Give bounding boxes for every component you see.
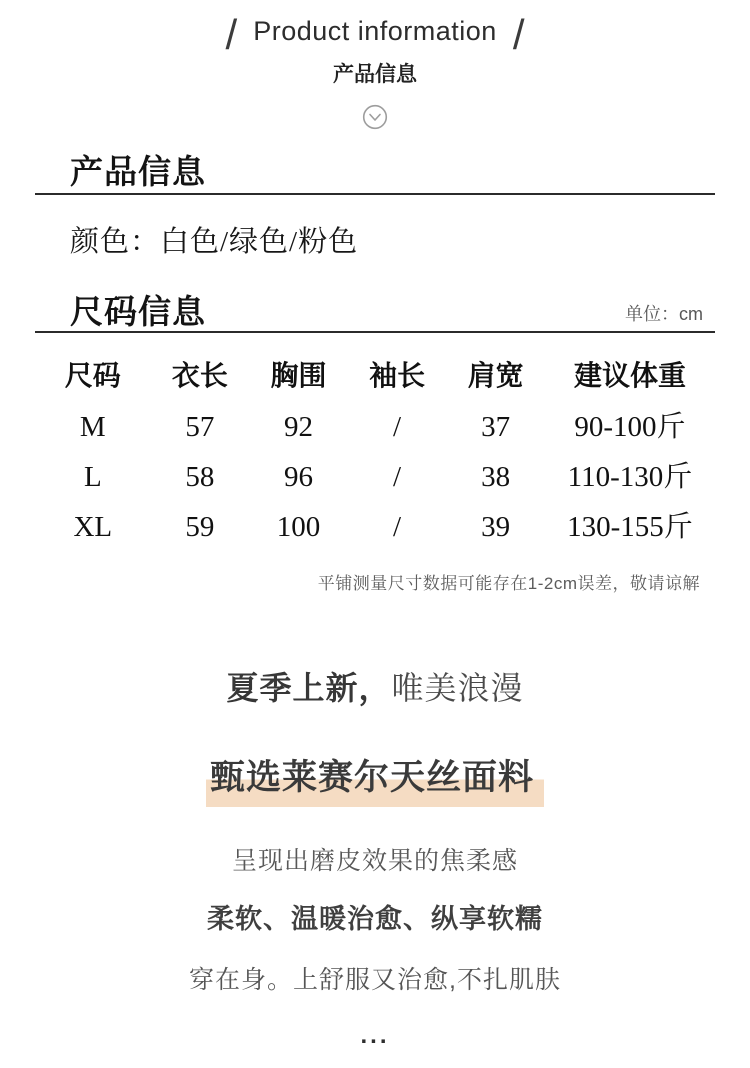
table-header-weight: 建议体重 (573, 361, 686, 392)
unit-label: 单位：cm (625, 304, 703, 324)
promo-softness-line: 柔软、温暖治愈、纵享软糯 (207, 904, 543, 934)
promo-headline (0, 663, 750, 709)
promo-comfort-line: 穿在身。上舒服又治愈,不扎肌肤 (189, 966, 561, 994)
table-cell: XL (73, 510, 113, 543)
table-cell: 57 (185, 410, 215, 443)
chevron-down-circle-icon (0, 104, 750, 130)
table-cell: 110-130斤 (567, 460, 693, 493)
table-header-size: 尺码 (64, 361, 121, 392)
table-header-sleeve: 袖长 (369, 361, 426, 392)
table-cell: / (393, 410, 402, 443)
table-cell: 38 (481, 460, 511, 493)
ellipsis: ... (360, 1022, 390, 1049)
table-cell: / (393, 460, 402, 493)
banner-title-en: Product information (253, 15, 497, 46)
promo-headline-regular: 唯美浪漫 (391, 670, 524, 706)
table-cell: 39 (481, 510, 511, 543)
table-header-shoulder: 肩宽 (467, 361, 524, 392)
promo-texture-line: 呈现出磨皮效果的焦柔感 (231, 847, 518, 875)
table-cell: M (79, 410, 106, 443)
color-options-text: 颜色：白色/绿色/粉色 (70, 226, 359, 258)
table-cell: 96 (283, 460, 313, 493)
banner-title-cn: 产品信息 (333, 63, 417, 86)
section-heading-product-info: 产品信息 (70, 155, 206, 191)
section-heading-size-info: 尺码信息 (70, 295, 206, 331)
banner-title-row (0, 10, 750, 58)
table-cell: / (393, 510, 402, 543)
banner (0, 10, 750, 130)
table-header-bust: 胸围 (270, 361, 327, 392)
table-cell: 130-155斤 (567, 510, 693, 543)
measurement-disclaimer: 平铺测量尺寸数据可能存在1-2cm误差，敬请谅解 (317, 574, 700, 593)
table-cell: 58 (185, 460, 215, 493)
promo-fabric-highlight: 甄选莱赛尔天丝面料 (206, 750, 544, 807)
promo-headline-bold: 夏季上新， (226, 670, 392, 706)
size-table (35, 352, 715, 552)
divider (35, 331, 715, 333)
table-cell: 59 (185, 510, 215, 543)
left-slash-decoration: / (225, 11, 238, 58)
table-cell: L (83, 460, 102, 493)
right-slash-decoration: / (512, 11, 525, 58)
table-cell: 37 (481, 410, 511, 443)
table-header-length: 衣长 (171, 361, 228, 392)
table-cell: 90-100斤 (574, 410, 686, 443)
divider (35, 193, 715, 195)
promo-fabric-line (0, 750, 750, 807)
table-cell: 92 (283, 410, 313, 443)
table-cell: 100 (276, 510, 321, 543)
